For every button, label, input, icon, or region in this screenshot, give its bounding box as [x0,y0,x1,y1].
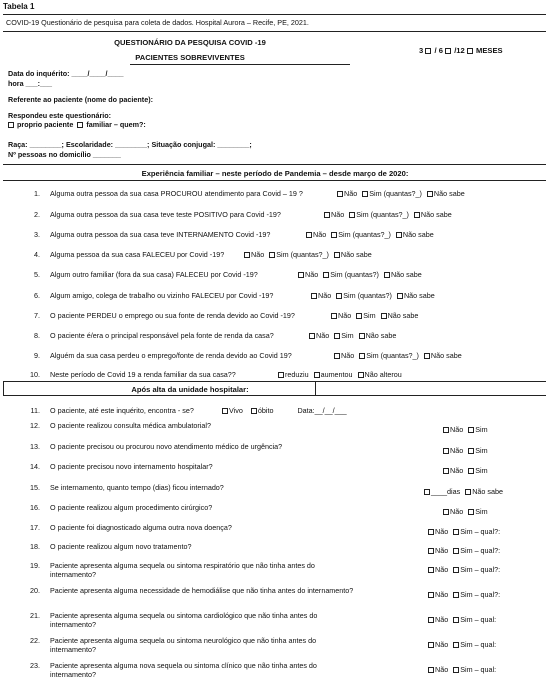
question-number: 19. [30,561,40,570]
answer-label: Não sabe [472,487,503,496]
question-text: O paciente precisou ou procurou novo atendimento médico de urgência? [50,442,283,451]
question-number: 13. [30,442,40,451]
question-text: O paciente precisou novo internamento hospitalar? [50,462,213,471]
answer-label: Sim (quantas?_) [366,351,419,360]
answer-checkbox[interactable] [468,448,474,454]
answer-checkbox[interactable] [427,191,433,197]
divider [315,381,316,395]
answer-label: Não sabe [420,210,452,219]
answer-label: Não [331,210,345,219]
respondent-options [8,121,146,130]
answer-checkbox[interactable] [324,212,330,218]
answer-label: Não sabe [433,189,465,198]
question-text: Paciente apresenta alguma sequela ou sintoma neurológico que não tinha antes do internamento? [50,636,317,654]
answer-label: Não sabe [387,311,419,320]
section-family-title: Experiência familiar – neste período de Pandemia – desde março de 2020: [141,169,409,178]
answer-checkbox[interactable] [453,642,459,648]
answer-options [443,426,488,435]
answer-checkbox[interactable] [443,448,449,454]
period-3-label: 3 [419,46,424,55]
question-number: 18. [30,542,40,551]
question-number: 5. [34,270,40,279]
period-12-checkbox[interactable] [467,48,473,54]
answer-options [428,591,500,600]
answer-checkbox[interactable] [331,232,337,238]
question-number: 22. [30,636,40,645]
answer-checkbox[interactable] [244,252,250,258]
answer-checkbox[interactable] [269,252,275,258]
answer-label: Sim – qual: [460,665,497,674]
own-patient-checkbox[interactable] [8,122,14,128]
divider [3,14,546,15]
answer-label: Não [435,615,449,624]
period-6-label: / 6 [434,46,443,55]
answer-checkbox[interactable] [414,212,420,218]
answer-checkbox[interactable] [396,232,402,238]
period-3-checkbox[interactable] [425,48,431,54]
demographics-field[interactable]: Raça: ________; Escolaridade: ________; Situação conjugal: ________; [8,140,252,149]
answer-label: Sim [341,331,354,340]
answer-options [309,332,396,341]
answer-options [337,190,465,199]
answer-label: Sim (quantas?_) [369,189,422,198]
vital-status-options [222,407,347,416]
answer-checkbox[interactable] [443,427,449,433]
answer-options [278,371,402,380]
answer-checkbox[interactable] [334,333,340,339]
question-text: Algum amigo, colega de trabalho ou vizinho FALECEU por Covid -19? [50,291,274,300]
answer-checkbox[interactable] [323,272,329,278]
question-text: Alguma outra pessoa da sua casa PROCUROU atendimento para Covid – 19 ? [50,189,303,198]
answer-options [306,231,434,240]
answer-checkbox[interactable] [306,232,312,238]
answer-options [298,271,422,280]
answer-options [324,211,452,220]
answer-label: Não sabe [365,331,397,340]
answer-label: Sim – qual?: [460,565,501,574]
answer-checkbox[interactable] [453,567,459,573]
answer-label: Sim (quantas?) [330,270,379,279]
period-12-label: /12 [454,46,465,55]
question-number: 3. [34,230,40,239]
question-number: 4. [34,250,40,259]
answer-label: Não [450,446,464,455]
divider [3,164,546,165]
question-text: O paciente realizou algum novo tratamento? [50,542,192,551]
answer-checkbox[interactable] [362,191,368,197]
answer-checkbox[interactable] [397,293,403,299]
answer-checkbox[interactable] [428,642,434,648]
answer-label: Sim – qual: [460,640,497,649]
answer-label: Não sabe [340,250,372,259]
answer-checkbox[interactable] [278,372,284,378]
answer-label: Não [435,546,449,555]
question-number: 9. [34,351,40,360]
answer-checkbox[interactable] [453,592,459,598]
question-text: Neste período de Covid 19 a renda familiar da sua casa?? [50,370,236,379]
answer-label: Sim – qual: [460,615,497,624]
answer-options [311,292,435,301]
question-number: 17. [30,523,40,532]
answer-label: Não sabe [403,291,435,300]
answer-label: Não [435,665,449,674]
answer-options [331,312,418,321]
question-text: O paciente é/era o principal responsável pela fonte de renda da casa? [50,331,274,340]
answer-checkbox[interactable] [428,617,434,623]
answer-checkbox[interactable] [337,191,343,197]
question-number: 21. [30,611,40,620]
answer-checkbox[interactable] [336,293,342,299]
answer-label: Não [435,640,449,649]
answer-checkbox[interactable] [443,509,449,515]
household-count-field[interactable]: Nº pessoas no domicílio _______ [8,150,121,159]
answer-checkbox[interactable] [424,353,430,359]
answer-options [428,616,496,625]
table-label: Tabela 1 [3,2,35,11]
answer-options [424,488,503,497]
answer-label: Não [251,250,265,259]
answer-label: Sim (quantas?) [343,291,392,300]
answer-label: Sim [475,425,488,434]
answer-checkbox[interactable] [453,548,459,554]
answer-checkbox[interactable] [428,592,434,598]
answer-checkbox[interactable] [468,509,474,515]
answer-checkbox[interactable] [428,567,434,573]
answer-options [428,666,496,675]
answer-options [443,447,488,456]
family-checkbox[interactable] [77,122,83,128]
answer-label: Não [450,466,464,475]
question-number: 15. [30,483,40,492]
question-number: 16. [30,503,40,512]
answer-label: Sim (quantas?_) [356,210,409,219]
answer-checkbox[interactable] [358,372,364,378]
own-patient-label: proprio paciente [17,120,74,129]
answer-checkbox[interactable] [311,293,317,299]
answer-label: Não sabe [430,351,462,360]
answer-checkbox[interactable] [298,272,304,278]
question-text: Alguma outra pessoa da sua casa teve teste POSITIVO para Covid -19? [50,210,281,219]
divider [3,381,4,395]
answer-label: Sim – qual?: [460,546,501,555]
question-text: Algum outro familiar (fora da sua casa) FALECEU por Covid -19? [50,270,258,279]
answer-checkbox[interactable] [359,353,365,359]
answer-options [443,508,488,517]
answer-checkbox[interactable] [309,333,315,339]
answer-checkbox[interactable] [453,617,459,623]
answer-label: Não alterou [364,370,402,379]
question-number: 11. [30,406,40,415]
question-number: 7. [34,311,40,320]
question-number: 14. [30,462,40,471]
answer-label: Sim – qual?: [460,590,501,599]
answer-label: Não [318,291,332,300]
question-text: O paciente PERDEU o emprego ou sua fonte de renda devido ao Covid -19? [50,311,295,320]
alive-checkbox[interactable] [222,408,228,414]
death-checkbox[interactable] [251,408,257,414]
family-label: familiar – quem?: [86,120,146,129]
answer-checkbox[interactable] [453,529,459,535]
answer-checkbox[interactable] [428,529,434,535]
answer-label: Não [344,189,358,198]
answer-label: Não [313,230,327,239]
question-text: O paciente foi diagnosticado alguma outra nova doença? [50,523,232,532]
answer-label: Sim (quantas?_) [338,230,391,239]
question-text: Alguém da sua casa perdeu o emprego/fonte de renda devido ao Covid 19? [50,351,292,360]
question-text: Se internamento, quanto tempo (dias) ficou internado? [50,483,224,492]
question-number: 12. [30,421,40,430]
death-label: óbito [257,406,274,415]
divider [3,381,546,382]
period-6-checkbox[interactable] [445,48,451,54]
period-selector [419,46,503,55]
answer-label: Não [316,331,330,340]
answer-label: Sim (quantas?_) [276,250,329,259]
answer-label: Não [450,507,464,516]
answer-options [334,352,462,361]
answer-label: Sim – qual?: [460,527,501,536]
answer-label: Não [341,351,355,360]
answer-options [428,566,500,575]
question-text: Paciente apresenta alguma necessidade de hemodiálise que não tinha antes do internamento? [50,586,354,595]
question-text: O paciente realizou algum procedimento cirúrgico? [50,503,213,512]
inquiry-date-field[interactable]: Data do inquérito: ____/____/____ [8,69,124,78]
respondent-label: Respondeu este questionário: [8,111,112,120]
answer-checkbox[interactable] [428,667,434,673]
answer-label: Não [435,590,449,599]
answer-checkbox[interactable] [356,313,362,319]
divider [3,31,546,32]
answer-options [428,528,500,537]
question-number: 23. [30,661,40,670]
answer-checkbox[interactable] [331,313,337,319]
answer-label: Não [305,270,319,279]
answer-label: ____dias [431,487,461,496]
question-number: 6. [34,291,40,300]
question-text: Paciente apresenta alguma nova sequela ou sintoma clínico que não tinha antes do internamento? [50,661,317,679]
answer-checkbox[interactable] [443,468,449,474]
title-questionnaire: QUESTIONÁRIO DA PESQUISA COVID -19 [114,38,266,47]
question-text: Paciente apresenta alguma sequela ou sintoma respiratório que não tinha antes do internamento? [50,561,315,579]
answer-checkbox[interactable] [314,372,320,378]
answer-label: Sim [475,507,488,516]
answer-checkbox[interactable] [334,252,340,258]
divider [3,180,546,181]
answer-label: Não sabe [390,270,422,279]
divider [130,64,350,65]
answer-label: Não [435,565,449,574]
answer-checkbox[interactable] [428,548,434,554]
death-date-field[interactable]: Data:__/__/___ [297,406,347,415]
divider [3,395,546,396]
question-text: Alguma pessoa da sua casa FALECEU por Covid -19? [50,250,225,259]
answer-options [244,251,372,260]
answer-label: reduziu [285,370,309,379]
answer-label: Sim [475,446,488,455]
answer-label: Não [435,527,449,536]
answer-checkbox[interactable] [349,212,355,218]
answer-options [428,641,496,650]
inquiry-time-field[interactable]: hora ___:___ [8,79,52,88]
alive-label: Vivo [229,406,243,415]
question-number: 8. [34,331,40,340]
answer-label: Sim [475,466,488,475]
answer-label: Não [450,425,464,434]
answer-checkbox[interactable] [453,667,459,673]
answer-options [443,467,488,476]
question-number: 20. [30,586,40,595]
patient-name-field[interactable]: Referente ao paciente (nome do paciente): [8,95,153,104]
question-text: Paciente apresenta alguma sequela ou sintoma cardiológico que não tinha antes do internamento? [50,611,318,629]
caption: COVID-19 Questionário de pesquisa para coleta de dados. Hospital Aurora – Recife, PE, 2021. [6,18,309,27]
question-number: 2. [34,210,40,219]
period-suffix: MESES [476,46,503,55]
answer-options [428,547,500,556]
answer-label: aumentou [320,370,353,379]
question-number: 1. [34,189,40,198]
answer-checkbox[interactable] [384,272,390,278]
answer-label: Não sabe [402,230,434,239]
answer-checkbox[interactable] [465,489,471,495]
question-text: O paciente realizou consulta médica ambulatorial? [50,421,212,430]
answer-label: Sim [363,311,376,320]
answer-checkbox[interactable] [334,353,340,359]
answer-label: Não [338,311,352,320]
title-patients: PACIENTES SOBREVIVENTES [135,53,245,62]
question-text: Alguma outra pessoa da sua casa teve INTERNAMENTO Covid -19? [50,230,271,239]
answer-checkbox[interactable] [468,427,474,433]
answer-checkbox[interactable] [468,468,474,474]
answer-checkbox[interactable] [424,489,430,495]
question-text: O paciente, até este inquérito, encontra - se? [50,406,194,415]
question-number: 10. [30,370,40,379]
section-discharge-title: Após alta da unidade hospitalar: [131,385,249,394]
answer-checkbox[interactable] [381,313,387,319]
answer-checkbox[interactable] [359,333,365,339]
